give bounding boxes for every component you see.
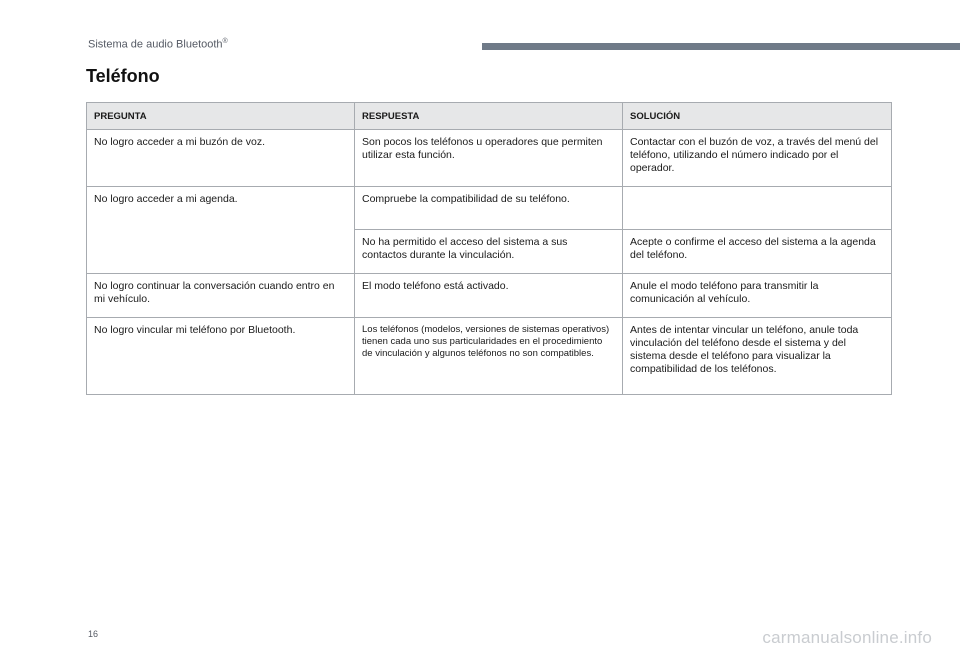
table-header-row bbox=[87, 103, 892, 130]
respuesta-cell: Los teléfonos (modelos, versiones de sistemas operativos) tienen cada uno sus particularidades en el procedimiento de vinculación y algunos teléfonos no son compatibles. bbox=[355, 318, 623, 395]
pregunta-cell: No logro continuar la conversación cuando entro en mi vehículo. bbox=[87, 274, 355, 318]
respuesta-cell: No ha permitido el acceso del sistema a sus contactos durante la vinculación. bbox=[355, 230, 623, 274]
table-row bbox=[87, 187, 892, 230]
solucion-cell: Antes de intentar vincular un teléfono, anule toda vinculación del teléfono desde el sistema y del sistema desde el teléfono para visualizar la compatibilidad de los teléfonos. bbox=[623, 318, 892, 395]
column-header-solucion: SOLUCIÓN bbox=[623, 103, 892, 130]
section-title: Teléfono bbox=[86, 66, 160, 86]
respuesta-cell: Son pocos los teléfonos u operadores que permiten utilizar esta función. bbox=[355, 130, 623, 187]
pregunta-cell: No logro acceder a mi buzón de voz. bbox=[87, 130, 355, 187]
column-header-respuesta: RESPUESTA bbox=[355, 103, 623, 130]
column-header-pregunta: PREGUNTA bbox=[87, 103, 355, 130]
pregunta-cell: No logro acceder a mi agenda. bbox=[87, 187, 355, 274]
page-number: 16 bbox=[88, 629, 99, 639]
solucion-cell: Contactar con el buzón de voz, a través del menú del teléfono, utilizando el número indicado por el operador. bbox=[623, 130, 892, 187]
registered-mark: ® bbox=[222, 38, 228, 45]
respuesta-cell: El modo teléfono está activado. bbox=[355, 274, 623, 318]
running-header-text: Sistema de audio Bluetooth bbox=[88, 38, 223, 51]
watermark-text: carmanualsonline.info bbox=[762, 628, 932, 647]
table-row bbox=[87, 274, 892, 318]
pregunta-cell: No logro vincular mi teléfono por Bluetooth. bbox=[87, 318, 355, 395]
table-row bbox=[87, 318, 892, 395]
respuesta-cell: Compruebe la compatibilidad de su teléfono. bbox=[355, 187, 623, 230]
table-row bbox=[87, 130, 892, 187]
solucion-cell bbox=[623, 187, 892, 230]
running-header bbox=[88, 38, 228, 51]
solucion-cell: Anule el modo teléfono para transmitir la comunicación al vehículo. bbox=[623, 274, 892, 318]
solucion-cell: Acepte o confirme el acceso del sistema a la agenda del teléfono. bbox=[623, 230, 892, 274]
troubleshooting-table bbox=[86, 102, 892, 395]
header-decorative-bar bbox=[482, 43, 960, 50]
